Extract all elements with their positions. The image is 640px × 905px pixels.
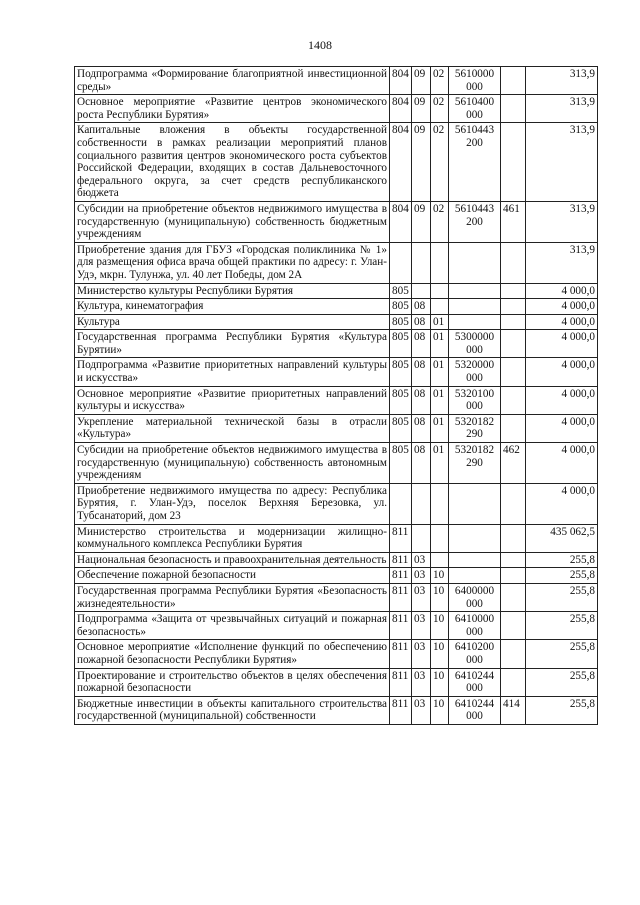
row-name: Подпрограмма «Формирование благоприятной инвестиционной среды» xyxy=(75,67,390,95)
expense-type-code xyxy=(501,568,526,584)
target-article-code: 5610400 000 xyxy=(449,95,501,123)
subsection-code: 02 xyxy=(431,67,449,95)
amount: 4 000,0 xyxy=(526,414,598,442)
section-code xyxy=(412,483,431,524)
section-code: 03 xyxy=(412,668,431,696)
expense-type-code xyxy=(501,299,526,315)
subsection-code xyxy=(431,524,449,552)
subsection-code xyxy=(431,299,449,315)
row-name: Государственная программа Республики Бурятия «Безопасность жизнедеятельности» xyxy=(75,583,390,611)
row-name: Бюджетные инвестиции в объекты капитального строительства государственной (муниципальной) собственности xyxy=(75,696,390,724)
row-name: Основное мероприятие «Развитие приоритетных направлений культуры и искусства» xyxy=(75,386,390,414)
subsection-code xyxy=(431,283,449,299)
expense-type-code xyxy=(501,524,526,552)
section-code: 08 xyxy=(412,299,431,315)
ministry-code: 804 xyxy=(390,67,412,95)
ministry-code: 811 xyxy=(390,583,412,611)
expense-type-code xyxy=(501,552,526,568)
budget-table xyxy=(74,66,598,725)
table-row xyxy=(75,242,598,283)
amount: 313,9 xyxy=(526,242,598,283)
row-name: Приобретение недвижимого имущества по адресу: Республика Бурятия, г. Улан-Удэ, поселок Верхняя Березовка, ул. Тубсанаторий, дом 23 xyxy=(75,483,390,524)
subsection-code: 01 xyxy=(431,443,449,484)
expense-type-code xyxy=(501,414,526,442)
section-code: 09 xyxy=(412,201,431,242)
subsection-code: 01 xyxy=(431,330,449,358)
ministry-code: 805 xyxy=(390,314,412,330)
target-article-code: 6410244 000 xyxy=(449,696,501,724)
target-article-code xyxy=(449,242,501,283)
expense-type-code xyxy=(501,386,526,414)
ministry-code: 811 xyxy=(390,696,412,724)
target-article-code: 5320100 000 xyxy=(449,386,501,414)
expense-type-code xyxy=(501,358,526,386)
section-code xyxy=(412,242,431,283)
target-article-code: 5610443 200 xyxy=(449,201,501,242)
section-code: 08 xyxy=(412,314,431,330)
ministry-code: 805 xyxy=(390,358,412,386)
expense-type-code: 462 xyxy=(501,443,526,484)
row-name: Министерство культуры Республики Бурятия xyxy=(75,283,390,299)
subsection-code: 10 xyxy=(431,568,449,584)
subsection-code xyxy=(431,552,449,568)
row-name: Обеспечение пожарной безопасности xyxy=(75,568,390,584)
ministry-code: 805 xyxy=(390,386,412,414)
target-article-code: 6410244 000 xyxy=(449,668,501,696)
table-row xyxy=(75,668,598,696)
target-article-code xyxy=(449,568,501,584)
row-name: Подпрограмма «Защита от чрезвычайных ситуаций и пожарная безопасность» xyxy=(75,612,390,640)
subsection-code: 10 xyxy=(431,668,449,696)
amount: 313,9 xyxy=(526,95,598,123)
row-name: Приобретение здания для ГБУЗ «Городская поликлиника № 1» для размещения офиса врача общей практики по адресу: г. Улан-Удэ, мкрн. Тулунжа, ул. 40 лет Победы, дом 2А xyxy=(75,242,390,283)
amount: 313,9 xyxy=(526,67,598,95)
table-row xyxy=(75,330,598,358)
subsection-code: 01 xyxy=(431,386,449,414)
section-code xyxy=(412,524,431,552)
ministry-code: 805 xyxy=(390,443,412,484)
section-code: 09 xyxy=(412,67,431,95)
subsection-code: 02 xyxy=(431,95,449,123)
subsection-code: 01 xyxy=(431,414,449,442)
table-row xyxy=(75,524,598,552)
expense-type-code xyxy=(501,123,526,202)
ministry-code: 805 xyxy=(390,330,412,358)
subsection-code: 01 xyxy=(431,358,449,386)
amount: 255,8 xyxy=(526,612,598,640)
table-row xyxy=(75,67,598,95)
target-article-code xyxy=(449,314,501,330)
table-row xyxy=(75,314,598,330)
row-name: Основное мероприятие «Исполнение функций по обеспечению пожарной безопасности Республики Бурятия» xyxy=(75,640,390,668)
table-row xyxy=(75,283,598,299)
section-code: 03 xyxy=(412,552,431,568)
row-name: Субсидии на приобретение объектов недвижимого имущества в государственную (муниципальную) собственность автономным учреждениям xyxy=(75,443,390,484)
table-row xyxy=(75,483,598,524)
amount: 4 000,0 xyxy=(526,299,598,315)
subsection-code: 10 xyxy=(431,583,449,611)
subsection-code: 02 xyxy=(431,123,449,202)
expense-type-code xyxy=(501,583,526,611)
row-name: Основное мероприятие «Развитие центров экономического роста Республики Бурятия» xyxy=(75,95,390,123)
ministry-code: 811 xyxy=(390,552,412,568)
table-row xyxy=(75,299,598,315)
ministry-code: 811 xyxy=(390,668,412,696)
expense-type-code xyxy=(501,283,526,299)
section-code: 03 xyxy=(412,583,431,611)
target-article-code: 6410200 000 xyxy=(449,640,501,668)
ministry-code: 811 xyxy=(390,568,412,584)
amount: 255,8 xyxy=(526,568,598,584)
expense-type-code: 414 xyxy=(501,696,526,724)
section-code: 08 xyxy=(412,414,431,442)
table-row xyxy=(75,583,598,611)
section-code: 03 xyxy=(412,612,431,640)
subsection-code xyxy=(431,242,449,283)
page-number: 1408 xyxy=(308,38,332,52)
target-article-code xyxy=(449,483,501,524)
amount: 255,8 xyxy=(526,583,598,611)
subsection-code: 10 xyxy=(431,696,449,724)
amount: 255,8 xyxy=(526,640,598,668)
target-article-code xyxy=(449,552,501,568)
row-name: Укрепление материальной технической базы в отрасли «Культура» xyxy=(75,414,390,442)
row-name: Национальная безопасность и правоохранительная деятельность xyxy=(75,552,390,568)
section-code: 03 xyxy=(412,696,431,724)
table-row xyxy=(75,386,598,414)
target-article-code: 5320182 290 xyxy=(449,443,501,484)
expense-type-code xyxy=(501,330,526,358)
expense-type-code xyxy=(501,314,526,330)
amount: 4 000,0 xyxy=(526,358,598,386)
amount: 4 000,0 xyxy=(526,386,598,414)
ministry-code: 805 xyxy=(390,283,412,299)
table-row xyxy=(75,443,598,484)
table-row xyxy=(75,696,598,724)
expense-type-code xyxy=(501,668,526,696)
amount: 255,8 xyxy=(526,668,598,696)
table-row xyxy=(75,640,598,668)
target-article-code xyxy=(449,299,501,315)
amount: 4 000,0 xyxy=(526,443,598,484)
subsection-code: 01 xyxy=(431,314,449,330)
subsection-code xyxy=(431,483,449,524)
target-article-code: 5320182 290 xyxy=(449,414,501,442)
expense-type-code xyxy=(501,640,526,668)
table-row xyxy=(75,568,598,584)
table-row xyxy=(75,95,598,123)
target-article-code: 6410000 000 xyxy=(449,612,501,640)
amount: 313,9 xyxy=(526,123,598,202)
section-code: 09 xyxy=(412,123,431,202)
table-row xyxy=(75,358,598,386)
subsection-code: 02 xyxy=(431,201,449,242)
section-code xyxy=(412,283,431,299)
amount: 4 000,0 xyxy=(526,483,598,524)
section-code: 08 xyxy=(412,443,431,484)
section-code: 08 xyxy=(412,386,431,414)
target-article-code: 5610000 000 xyxy=(449,67,501,95)
table-row xyxy=(75,201,598,242)
amount: 4 000,0 xyxy=(526,314,598,330)
row-name: Субсидии на приобретение объектов недвижимого имущества в государственную (муниципальную) собственность бюджетным учреждениям xyxy=(75,201,390,242)
row-name: Культура xyxy=(75,314,390,330)
expense-type-code xyxy=(501,67,526,95)
section-code: 03 xyxy=(412,640,431,668)
amount: 4 000,0 xyxy=(526,283,598,299)
expense-type-code: 461 xyxy=(501,201,526,242)
ministry-code: 811 xyxy=(390,524,412,552)
target-article-code: 5320000 000 xyxy=(449,358,501,386)
row-name: Культура, кинематография xyxy=(75,299,390,315)
table-row xyxy=(75,123,598,202)
ministry-code: 804 xyxy=(390,123,412,202)
ministry-code: 811 xyxy=(390,640,412,668)
target-article-code: 6400000 000 xyxy=(449,583,501,611)
amount: 255,8 xyxy=(526,552,598,568)
subsection-code: 10 xyxy=(431,612,449,640)
expense-type-code xyxy=(501,612,526,640)
row-name: Министерство строительства и модернизации жилищно-коммунального комплекса Республики Бурятия xyxy=(75,524,390,552)
section-code: 03 xyxy=(412,568,431,584)
amount: 435 062,5 xyxy=(526,524,598,552)
ministry-code xyxy=(390,483,412,524)
table-row xyxy=(75,612,598,640)
section-code: 09 xyxy=(412,95,431,123)
ministry-code: 804 xyxy=(390,201,412,242)
row-name: Капитальные вложения в объекты государственной собственности в рамках реализации мероприятий планов социального развития центров экономического роста субъектов Российской Федерации, входящих в состав Дальневосточного федерального округа, за счет средств республиканского бюджета xyxy=(75,123,390,202)
ministry-code xyxy=(390,242,412,283)
row-name: Проектирование и строительство объектов в целях обеспечения пожарной безопасности xyxy=(75,668,390,696)
row-name: Подпрограмма «Развитие приоритетных направлений культуры и искусства» xyxy=(75,358,390,386)
ministry-code: 804 xyxy=(390,95,412,123)
amount: 313,9 xyxy=(526,201,598,242)
amount: 4 000,0 xyxy=(526,330,598,358)
target-article-code xyxy=(449,524,501,552)
expense-type-code xyxy=(501,95,526,123)
target-article-code xyxy=(449,283,501,299)
table-row xyxy=(75,414,598,442)
subsection-code: 10 xyxy=(431,640,449,668)
target-article-code: 5300000 000 xyxy=(449,330,501,358)
ministry-code: 805 xyxy=(390,414,412,442)
amount: 255,8 xyxy=(526,696,598,724)
table-row xyxy=(75,552,598,568)
ministry-code: 805 xyxy=(390,299,412,315)
section-code: 08 xyxy=(412,358,431,386)
target-article-code: 5610443 200 xyxy=(449,123,501,202)
ministry-code: 811 xyxy=(390,612,412,640)
section-code: 08 xyxy=(412,330,431,358)
expense-type-code xyxy=(501,483,526,524)
row-name: Государственная программа Республики Бурятия «Культура Бурятии» xyxy=(75,330,390,358)
expense-type-code xyxy=(501,242,526,283)
